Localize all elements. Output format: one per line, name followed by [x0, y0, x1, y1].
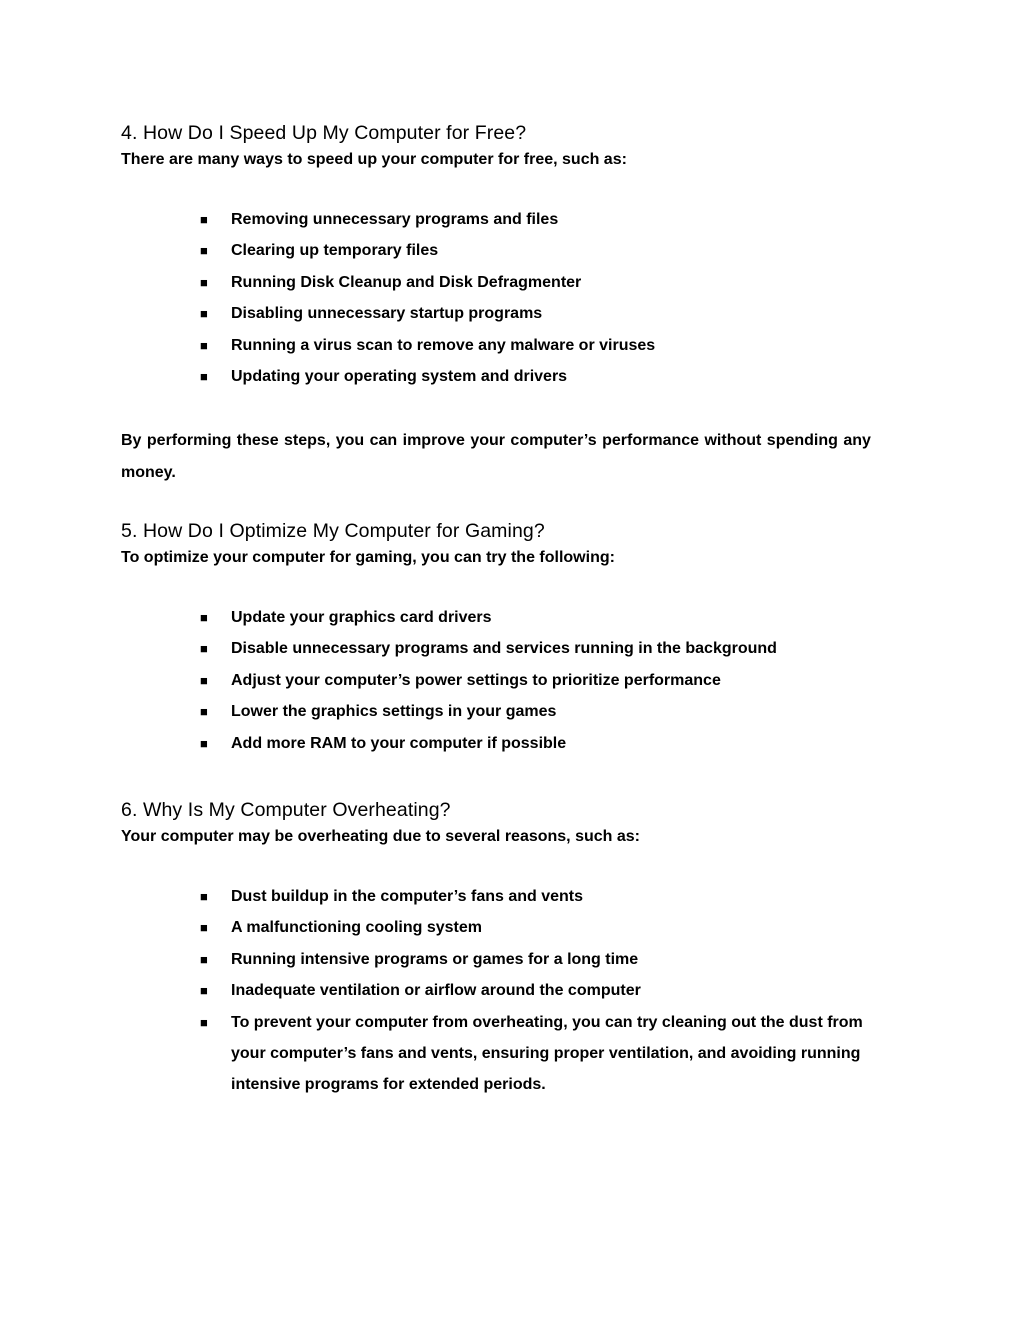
list-item-text: A malfunctioning cooling system: [231, 919, 482, 937]
list-item: [200, 1007, 890, 1101]
section-intro: Your computer may be overheating due to several reasons, such as:: [121, 828, 640, 845]
section-heading: 4. How Do I Speed Up My Computer for Free?: [121, 122, 527, 144]
list-item: [200, 235, 890, 266]
section-heading: 6. Why Is My Computer Overheating?: [121, 799, 451, 821]
list-item: [200, 361, 890, 392]
list-item: [200, 881, 890, 912]
list-item-text: Update your graphics card drivers: [231, 609, 492, 626]
bullet-marker: ■: [200, 920, 208, 936]
list-item-text: Add more RAM to your computer if possible: [231, 734, 567, 752]
section-conclusion: By performing these steps, you can improve your computer’s performance without spending any money.: [121, 432, 871, 481]
bullet-marker: ■: [200, 274, 208, 290]
bullet-list-overheating: [200, 881, 890, 1101]
list-item-text: Clearing up temporary files: [231, 242, 439, 260]
section-overheating: [121, 797, 911, 847]
list-item-text: Disabling unnecessary startup programs: [231, 305, 543, 323]
section-intro: There are many ways to speed up your computer for free, such as:: [121, 151, 627, 168]
list-item: [200, 602, 890, 633]
list-item-text: Running Disk Cleanup and Disk Defragmenter: [231, 273, 582, 291]
list-item-text: Adjust your computer’s power settings to prioritize performance: [231, 671, 721, 689]
section-gaming: [121, 518, 911, 568]
bullet-marker: ■: [200, 641, 208, 657]
bullet-marker: ■: [200, 306, 208, 322]
list-item-text: Dust buildup in the computer’s fans and vents: [231, 888, 584, 905]
list-item: [200, 696, 890, 727]
bullet-marker: ■: [200, 889, 208, 904]
list-item: [200, 912, 890, 943]
bullet-marker: ■: [200, 212, 208, 227]
list-item-text: Removing unnecessary programs and files: [231, 211, 559, 228]
section-heading: 5. How Do I Optimize My Computer for Gaming?: [121, 520, 545, 542]
bullet-marker: ■: [200, 610, 208, 625]
list-item-text: Disable unnecessary programs and services running in the background: [231, 640, 777, 658]
bullet-marker: ■: [200, 672, 208, 688]
list-item: [200, 944, 890, 975]
bullet-list-speed-up: [200, 204, 890, 392]
bullet-marker: ■: [200, 243, 208, 259]
list-item: [200, 298, 890, 329]
list-item-text: Updating your operating system and drivers: [231, 368, 568, 386]
bullet-marker: ■: [200, 951, 208, 967]
bullet-marker: ■: [200, 337, 208, 353]
bullet-marker: ■: [200, 983, 208, 999]
list-item-text: Running a virus scan to remove any malware or viruses: [231, 336, 656, 354]
list-item: [200, 633, 890, 664]
list-item-text: Inadequate ventilation or airflow around the computer: [231, 982, 641, 1000]
list-item: [200, 728, 890, 759]
section-intro: To optimize your computer for gaming, you can try the following:: [121, 549, 615, 566]
bullet-list-gaming: [200, 602, 890, 759]
list-item: [200, 267, 890, 298]
bullet-marker: ■: [200, 369, 208, 385]
list-item: [200, 665, 890, 696]
list-item-text: Lower the graphics settings in your games: [231, 703, 557, 721]
list-item: [200, 330, 890, 361]
list-item-text: Running intensive programs or games for a long time: [231, 950, 639, 968]
section-speed-up: [121, 120, 911, 170]
bullet-marker: ■: [200, 1014, 208, 1030]
list-item: [200, 975, 890, 1006]
bullet-marker: ■: [200, 704, 208, 720]
list-item-text: To prevent your computer from overheating, you can try cleaning out the dust from your computer’s fans and vents, ensuring proper ventilation, and avoiding running intensive programs for extended periods.: [231, 1013, 863, 1094]
list-item: [200, 204, 890, 235]
bullet-marker: ■: [200, 735, 208, 751]
